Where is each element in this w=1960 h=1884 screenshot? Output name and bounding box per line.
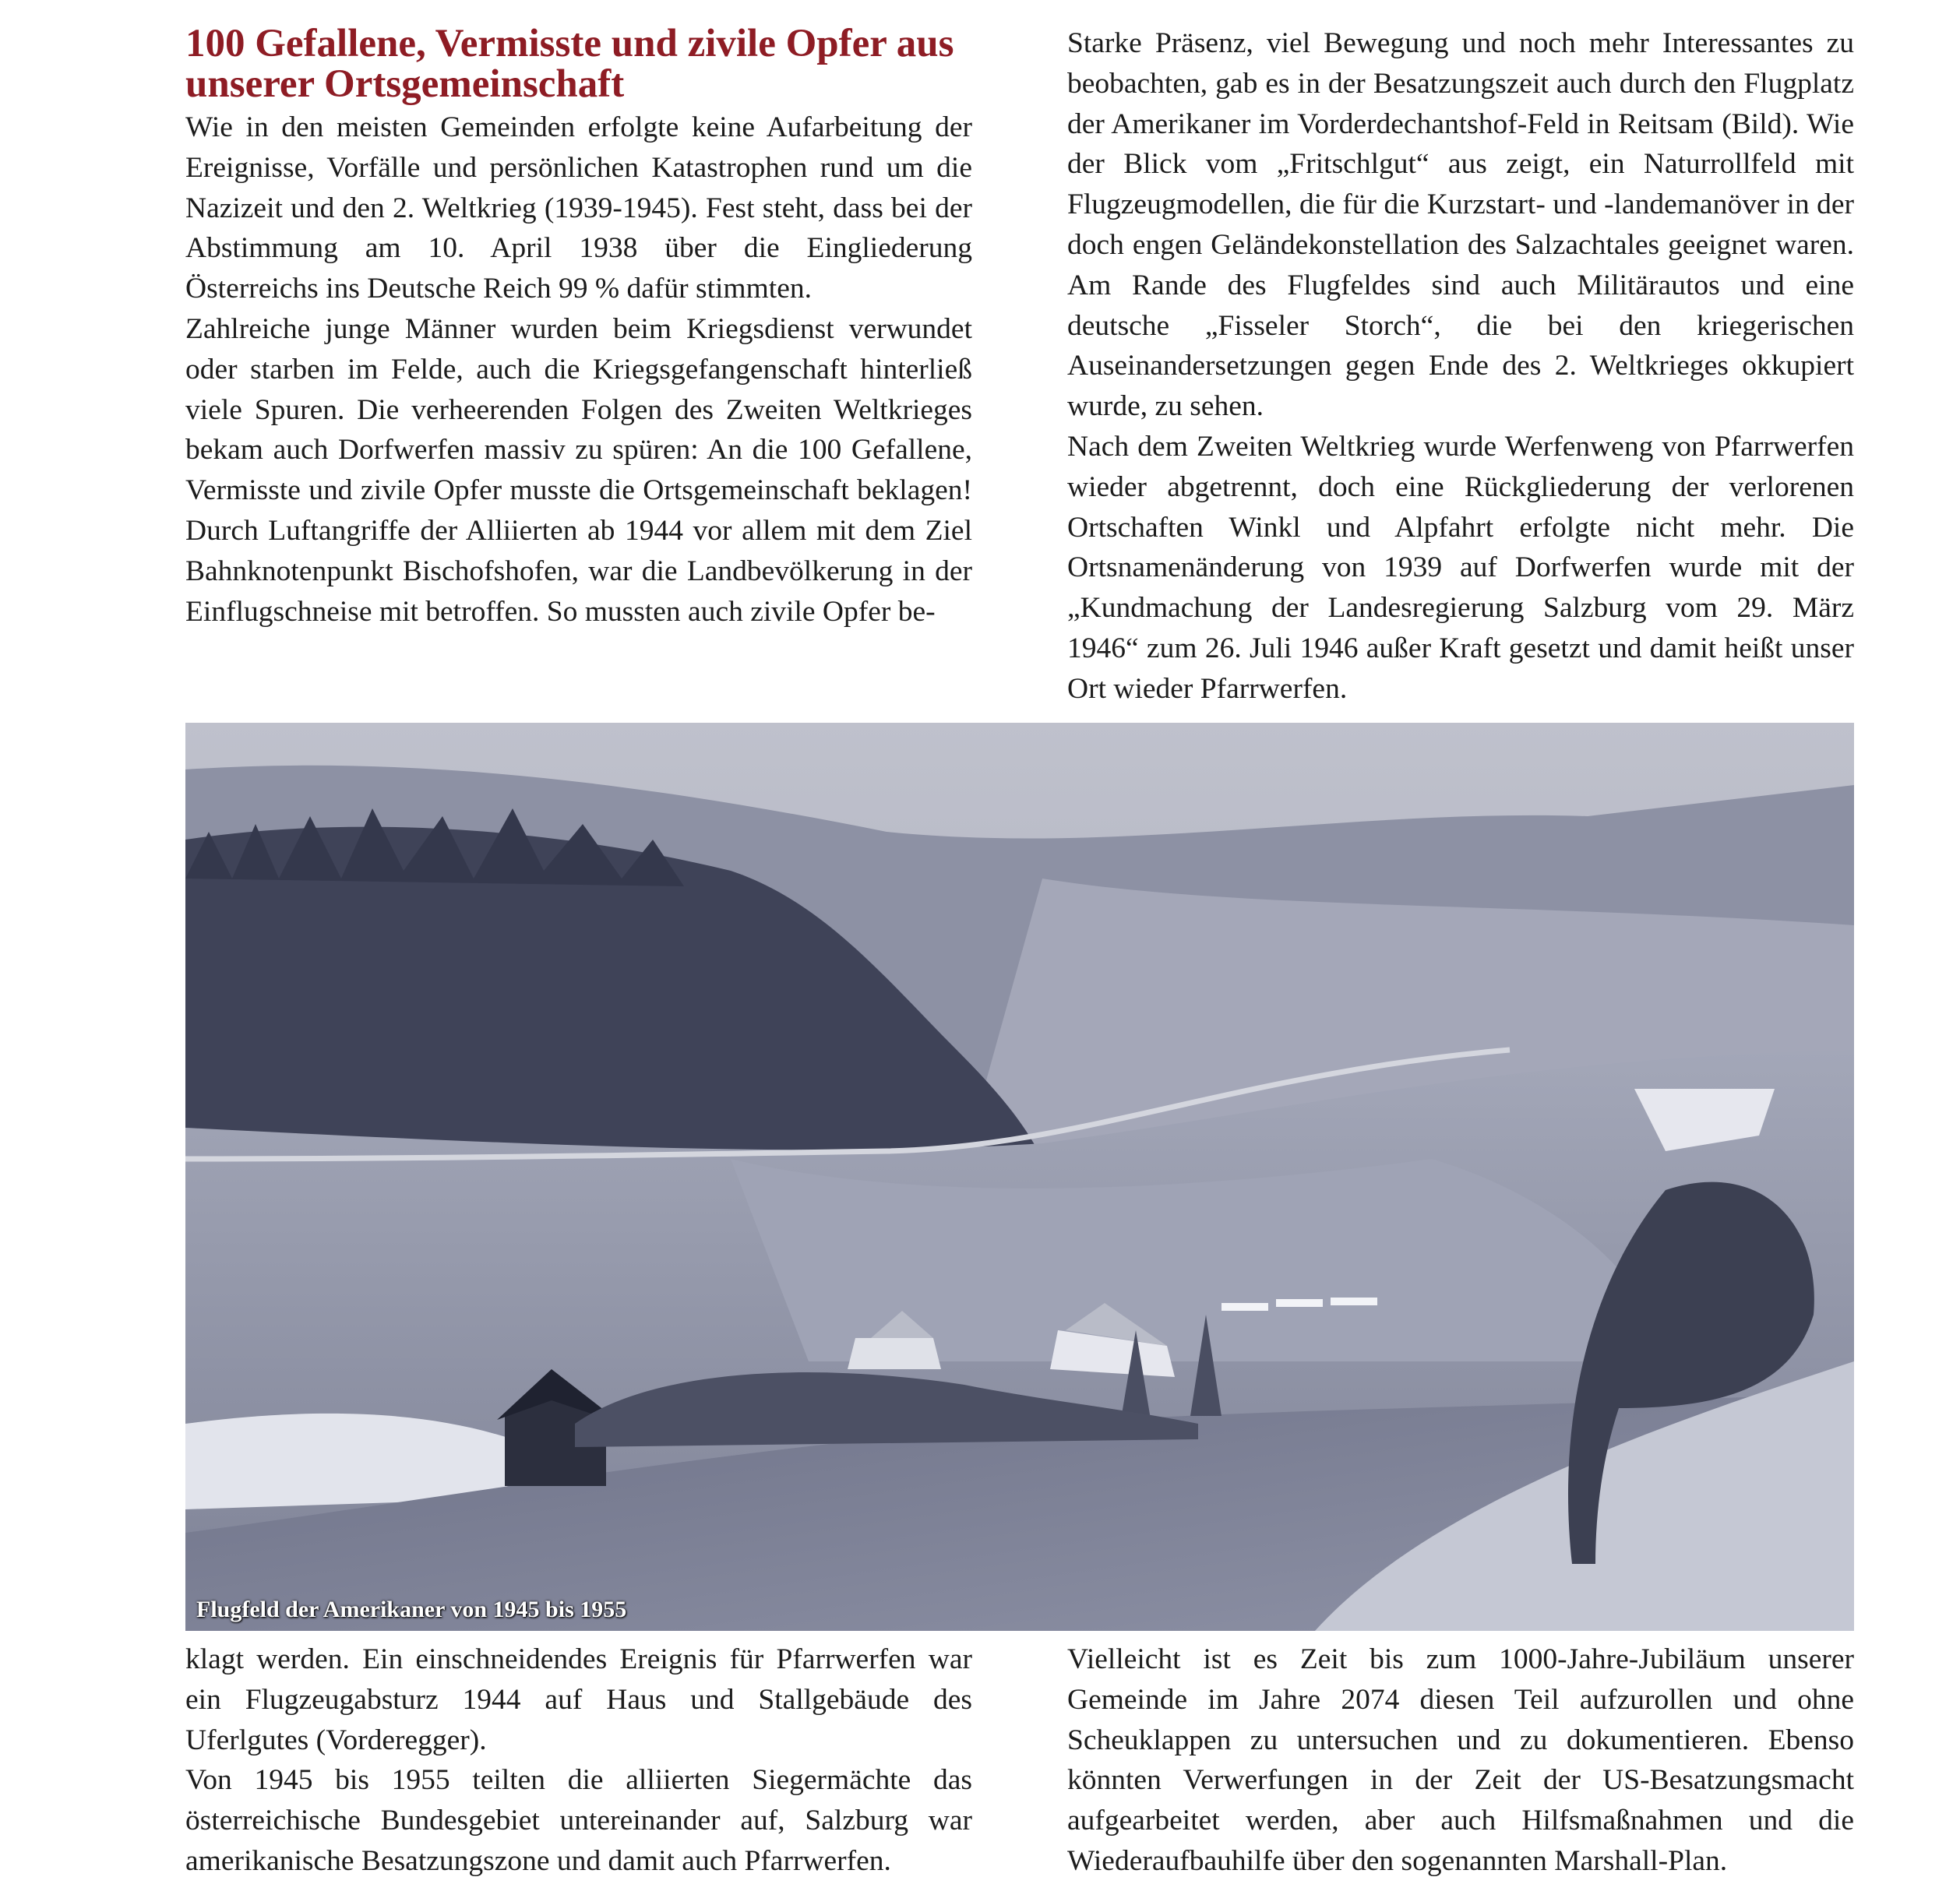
paragraph: Vielleicht ist es Zeit bis zum 1000-Jahre-Jubiläum unserer Gemeinde im Jahre 2074 diesen Teil aufzurollen und ohne Scheuklappen zu untersuchen und zu dokumentieren. Ebenso könnten Verwerfungen in der Zeit der US-Besatzungsmacht aufgearbeitet werden, aber auch Hilfsmaßnahmen und die Wiederaufbauhilfe über den sogenannten Marshall-Plan. (1067, 1643, 1854, 1877)
article-title: 100 Gefallene, Vermisste und zivile Opfer aus unserer Ortsgemeinschaft (185, 22, 954, 106)
paragraph: Von 1945 bis 1955 teilten die alliierten Siegermächte das österreichische Bundesgebiet untereinander auf, Salzburg war amerikanische Besatzungszone und damit auch Pfarrwerfen. (185, 1764, 972, 1877)
paragraph: Wie in den meisten Gemeinden erfolgte keine Aufarbeitung der Ereignisse, Vorfälle und persönlichen Katastrophen rund um die Nazizeit und den 2. Weltkrieg (1939-1945). Fest steht, dass bei der Abstimmung am 10. April 1938 über die Eingliederung Österreichs ins Deutsche Reich 99 % dafür stimmten. (185, 111, 972, 305)
column-right-top (1067, 23, 1854, 710)
column-right-bottom (1067, 1639, 1854, 1882)
paragraph: klagt werden. Ein einschneidendes Ereignis für Pfarrwerfen war ein Flugzeugabsturz 1944 auf Haus und Stallgebäude des Uferlgutes (Vorderegger). (185, 1643, 972, 1756)
paragraph: Nach dem Zweiten Weltkrieg wurde Werfenweng von Pfarrwerfen wieder abgetrennt, doch eine Rückgliederung der verlorenen Ortschaften Winkl und Alpfahrt erfolgte nicht mehr. Die Ortsnamenänderung von 1939 auf Dorfwerfen wurde mit der „Kundmachung der Landesregierung Salzburg vom 29. März 1946“ zum 26. Juli 1946 außer Kraft gesetzt und damit heißt unser Ort wieder Pfarrwerfen. (1067, 430, 1854, 705)
paragraph: Starke Präsenz, viel Bewegung und noch mehr Interessantes zu beobachten, gab es in der Besatzungszeit auch durch den Flugplatz der Amerikaner im Vorderdechantshof-Feld in Reitsam (Bild). Wie der Blick vom „Fritschlgut“ aus zeigt, ein Naturrollfeld mit Flugzeugmodellen, die für die Kurzstart- und -landemanöver in der doch engen Geländekonstellation des Salzachtales geeignet waren. Am Rande des Flugfeldes sind auch Militärautos und eine deutsche „Fisseler Storch“, die bei den kriegerischen Auseinandersetzungen gegen Ende des 2. Weltkrieges okkupiert wurde, zu sehen. (1067, 27, 1854, 423)
paragraph: Zahlreiche junge Männer wurden beim Kriegsdienst verwundet oder starben im Felde, auch die Kriegsgefangenschaft hinterließ viele Spuren. Die verheerenden Folgen des Zweiten Weltkrieges bekam auch Dorfwerfen massiv zu spüren: An die 100 Gefallene, Vermisste und zivile Opfer musste die Ortsgemeinschaft beklagen! Durch Luftangriffe der Alliierten ab 1944 vor allem mit dem Ziel Bahnknotenpunkt Bischofshofen, war die Landbevölkerung in der Einflugschneise mit betroffen. So mussten auch zivile Opfer be- (185, 312, 972, 628)
airfield-photo (185, 723, 1854, 1631)
column-left-top (185, 23, 972, 632)
photo-caption: Flugfeld der Amerikaner von 1945 bis 1955 (196, 1597, 627, 1622)
column-left-bottom (185, 1639, 972, 1882)
